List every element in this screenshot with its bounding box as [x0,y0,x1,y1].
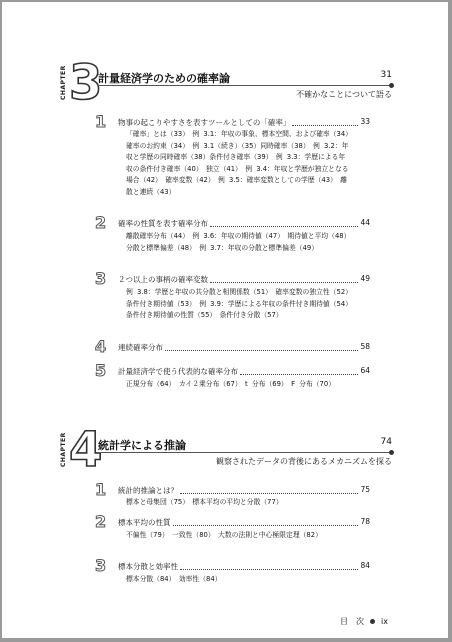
chapter-title: 統計学による推論 [98,439,186,452]
section-topics: 標本分散（84） 効率性（84） [126,575,222,583]
chapter-page: 74 [380,437,392,447]
section-title: 確率の性質を表す確率分布 [118,219,208,228]
section-topics: 「確率」とは（33） 例 3.1：年収の事象、標本空間、および確率（34） 確率のお約束（34） 例 3.1（続き）（35）同時確率（38） 例 3.2：年収と学歴の同時確率（38）条件付き確率（39） 例 3.3：学歴による年収の条件付き確率（40） 独立（41） 例 3.4：年収と学歴が独立となる場合（42） 確率変数（42） 例 3.5：確率変数としての学歴（43） 離散と連続（43） [126,130,356,196]
section-page: 58 [360,342,370,351]
leader-dots [210,218,358,227]
chapter-title: 計量経済学のための確率論 [98,72,230,85]
section-title: ２つ以上の事柄の確率変数 [118,275,208,284]
chapter-label: CHAPTER [60,432,67,468]
section-number: 1 [95,112,107,131]
section-number: 4 [95,337,107,356]
section-title: 物事の起こりやすさを表すツールとしての「確率」 [118,118,291,127]
section-page: 44 [360,218,370,227]
section-heading[interactable] [118,561,370,572]
section-number: 1 [95,480,107,499]
leader-dots [173,517,359,526]
footer-page-number: ix [381,617,388,626]
section-title: 統計的推論とは？ [118,486,178,495]
section-topics: 不偏性（79） 一致性（80） 大数の法則と中心極限定理（82） [126,531,322,539]
section-number: 2 [95,512,107,531]
leader-dots [292,117,358,126]
section-page: 75 [360,485,370,494]
leader-dots [180,485,358,494]
section-heading[interactable] [118,342,370,353]
leader-dots [165,342,358,351]
section-heading[interactable] [118,117,370,128]
page-footer [340,616,388,627]
chapter-subtitle: 観察されたデータの背後にあるメカニズムを探る [216,457,392,466]
leader-dots [240,366,358,375]
chapter-number: 3 [69,55,103,111]
footer-label: 目 次 [340,617,365,626]
section-number: 3 [95,556,107,575]
section-number: 2 [95,213,107,232]
section-title: 標本分散と効率性 [118,562,178,571]
section-heading[interactable] [118,485,370,496]
chapter-badge [60,55,103,111]
chapter-number: 4 [69,422,103,478]
section-page: 64 [360,366,370,375]
section-page: 49 [360,274,370,283]
chapter-label: CHAPTER [60,65,67,101]
leader-dots [210,274,358,283]
section-topics: 標本と母集団（75） 標本平均の平均と分散（77） [126,498,283,506]
section-heading[interactable] [118,517,370,528]
section-topics: 例 3.8：学歴と年収の共分散と相関係数（51） 確率変数の独立性（52） 条件付き期待値（53） 例 3.9：学歴による年収の条件付き期待値（54） 条件付き期待値の性質（55） 条件付き分散（57） [126,288,356,319]
toc-page [2,2,448,638]
chapter-page: 31 [380,70,392,80]
section-title: 計量経済学で使う代表的な確率分布 [118,367,238,376]
leader-dots [180,561,358,570]
chapter-rule [98,85,392,86]
section-number: 5 [95,361,107,380]
chapter-badge [60,422,103,478]
footer-dot-icon [370,619,375,624]
section-page: 78 [360,517,370,526]
chapter-subtitle: 不確かなことについて語る [296,90,392,99]
section-heading[interactable] [118,218,370,229]
section-heading[interactable] [118,274,370,285]
section-topics: 離散確率分布（44） 例 3.6：年収の期待値（47） 期待値と平均（48） 分散と標準偏差（48） 例 3.7：年収の分散と標準偏差（49） [126,232,354,252]
section-page: 33 [360,117,370,126]
section-page: 84 [360,561,370,570]
section-heading[interactable] [118,366,370,377]
section-topics: 正規分布（64） カイ２乗分布（67） t 分布（69） F 分布（70） [126,380,336,388]
section-title: 連続確率分布 [118,343,163,352]
section-title: 標本平均の性質 [118,518,171,527]
section-number: 3 [95,269,107,288]
chapter-rule [98,452,392,453]
